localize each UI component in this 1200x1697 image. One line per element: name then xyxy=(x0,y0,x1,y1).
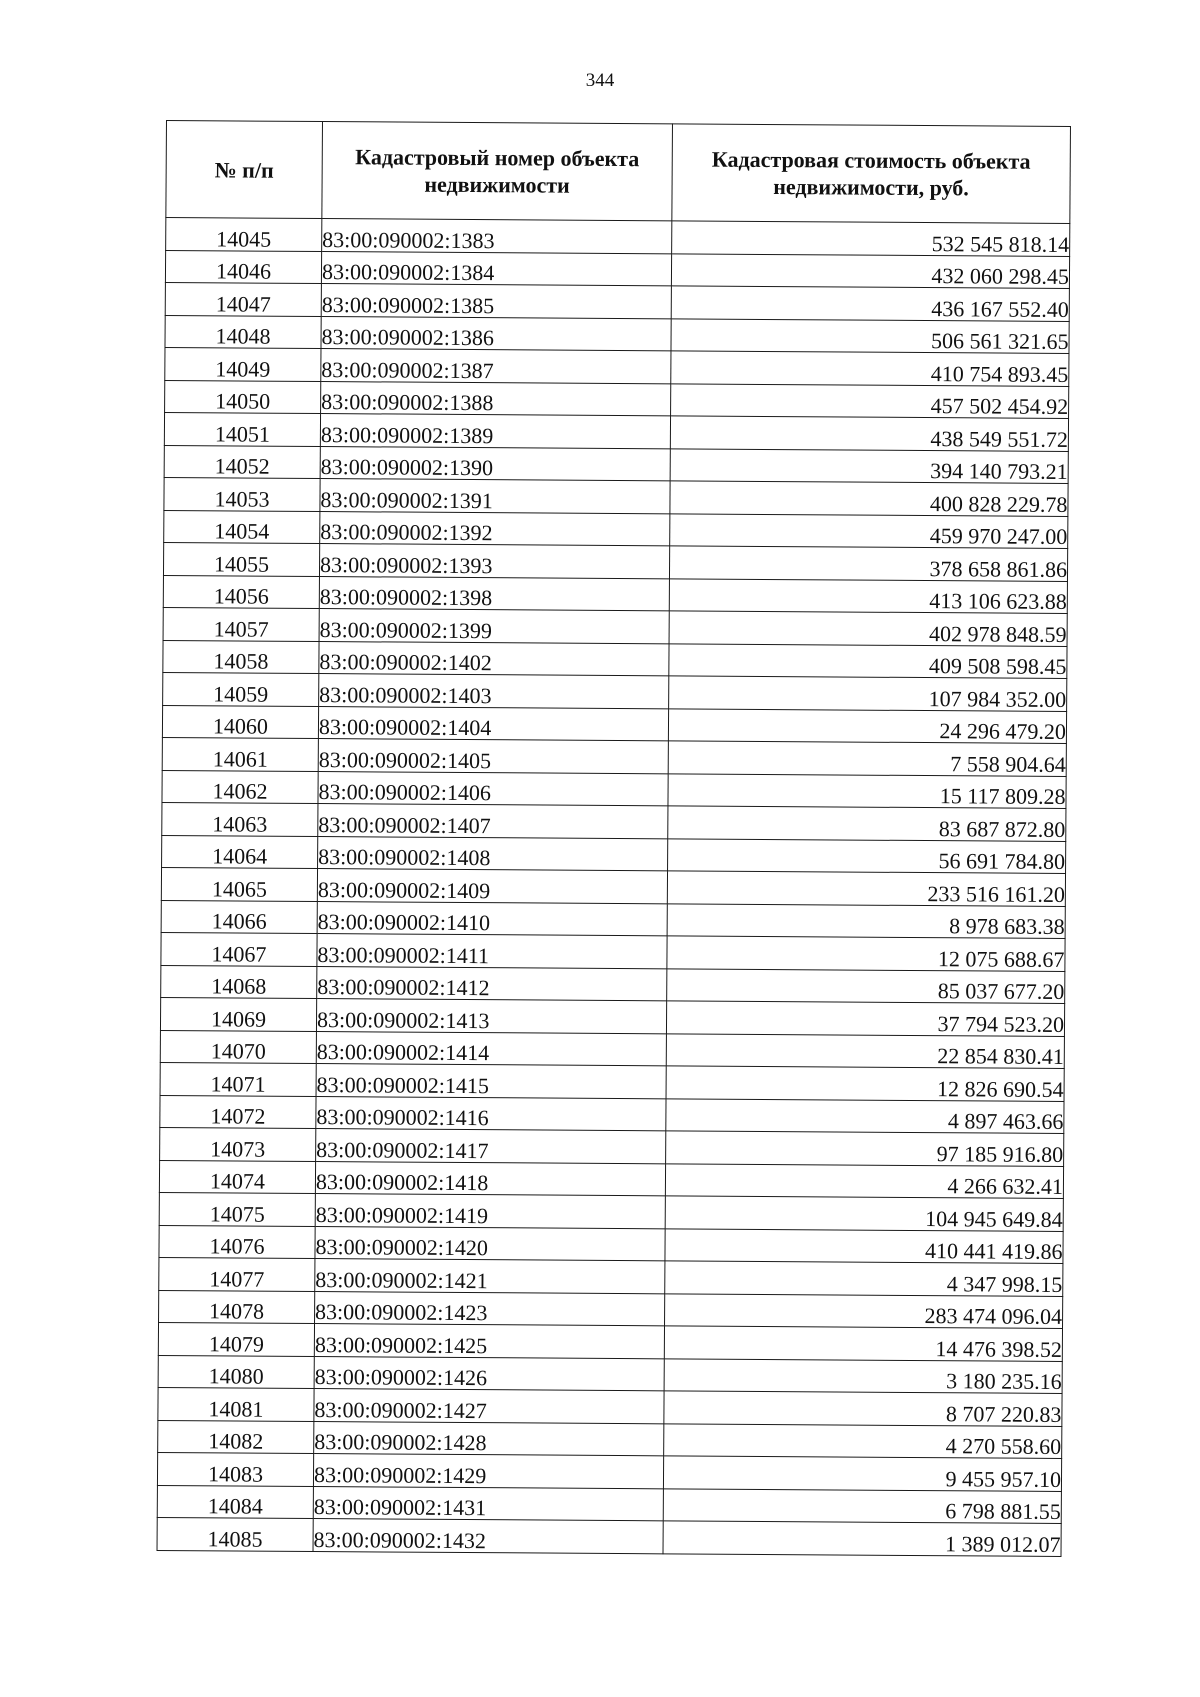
row-number-cell: 14082 xyxy=(158,1420,314,1454)
row-number-cell: 14075 xyxy=(159,1192,315,1226)
cadastral-number-cell: 83:00:090002:1403 xyxy=(319,674,669,709)
cadastral-number-cell: 83:00:090002:1426 xyxy=(314,1356,664,1391)
cadastral-number-cell: 83:00:090002:1385 xyxy=(321,284,671,319)
cadastral-value-cell: 394 140 793.21 xyxy=(670,448,1068,483)
cadastral-value-cell: 4 270 558.60 xyxy=(664,1423,1062,1458)
row-number-cell: 14052 xyxy=(164,445,320,479)
cadastral-number-cell: 83:00:090002:1407 xyxy=(318,804,668,839)
cadastral-value-cell: 83 687 872.80 xyxy=(668,806,1066,841)
header-row-number: № п/п xyxy=(166,121,323,219)
row-number-cell: 14051 xyxy=(164,412,320,446)
cadastral-number-cell: 83:00:090002:1390 xyxy=(320,446,670,481)
cadastral-number-cell: 83:00:090002:1389 xyxy=(320,414,670,449)
row-number-cell: 14053 xyxy=(164,477,320,511)
cadastral-number-cell: 83:00:090002:1387 xyxy=(321,349,671,384)
header-row xyxy=(166,121,1071,224)
cadastral-number-cell: 83:00:090002:1413 xyxy=(316,999,666,1034)
cadastral-value-cell: 400 828 229.78 xyxy=(670,481,1068,516)
cadastral-value-cell: 97 185 916.80 xyxy=(666,1131,1064,1166)
cadastral-value-cell: 85 037 677.20 xyxy=(667,968,1065,1003)
row-number-cell: 14084 xyxy=(157,1485,313,1519)
row-number-cell: 14055 xyxy=(163,542,319,576)
header-cadastral-number: Кадастровый номер объекта недвижимости xyxy=(322,122,673,221)
row-number-cell: 14059 xyxy=(163,672,319,706)
cadastral-value-cell: 8 978 683.38 xyxy=(667,903,1065,938)
cadastral-number-cell: 83:00:090002:1414 xyxy=(316,1031,666,1066)
row-number-cell: 14062 xyxy=(162,770,318,804)
cadastral-value-cell: 402 978 848.59 xyxy=(669,611,1067,646)
row-number-cell: 14057 xyxy=(163,607,319,641)
row-number-cell: 14045 xyxy=(166,218,322,252)
cadastral-value-cell: 410 754 893.45 xyxy=(671,351,1069,386)
cadastral-number-cell: 83:00:090002:1393 xyxy=(319,544,669,579)
row-number-cell: 14047 xyxy=(165,282,321,316)
cadastral-value-cell: 104 945 649.84 xyxy=(665,1196,1063,1231)
cadastral-number-cell: 83:00:090002:1428 xyxy=(314,1421,664,1456)
cadastral-number-cell: 83:00:090002:1383 xyxy=(322,219,672,254)
cadastral-value-cell: 409 508 598.45 xyxy=(669,643,1067,678)
cadastral-number-cell: 83:00:090002:1415 xyxy=(316,1064,666,1099)
cadastral-value-cell: 24 296 479.20 xyxy=(668,708,1066,743)
cadastral-number-cell: 83:00:090002:1431 xyxy=(313,1486,663,1521)
cadastral-value-cell: 12 826 690.54 xyxy=(666,1066,1064,1101)
table-body xyxy=(157,218,1070,1556)
cadastral-number-cell: 83:00:090002:1418 xyxy=(315,1161,665,1196)
cadastral-value-cell: 283 474 096.04 xyxy=(665,1293,1063,1328)
cadastral-number-cell: 83:00:090002:1420 xyxy=(315,1226,665,1261)
cadastral-value-cell: 9 455 957.10 xyxy=(663,1456,1061,1491)
cadastral-number-cell: 83:00:090002:1405 xyxy=(318,739,668,774)
row-number-cell: 14066 xyxy=(161,900,317,934)
row-number-cell: 14065 xyxy=(161,867,317,901)
cadastral-number-cell: 83:00:090002:1391 xyxy=(320,479,670,514)
cadastral-value-cell: 378 658 861.86 xyxy=(669,546,1067,581)
row-number-cell: 14080 xyxy=(158,1355,314,1389)
cadastral-value-cell: 12 075 688.67 xyxy=(667,936,1065,971)
row-number-cell: 14078 xyxy=(159,1290,315,1324)
row-number-cell: 14076 xyxy=(159,1225,315,1259)
row-number-cell: 14067 xyxy=(161,932,317,966)
cadastral-number-cell: 83:00:090002:1417 xyxy=(316,1129,666,1164)
row-number-cell: 14050 xyxy=(165,380,321,414)
row-number-cell: 14061 xyxy=(162,737,318,771)
row-number-cell: 14068 xyxy=(161,965,317,999)
cadastral-number-cell: 83:00:090002:1429 xyxy=(313,1454,663,1489)
cadastral-number-cell: 83:00:090002:1411 xyxy=(317,934,667,969)
row-number-cell: 14056 xyxy=(163,575,319,609)
cadastral-value-cell: 56 691 784.80 xyxy=(668,838,1066,873)
cadastral-value-cell: 4 266 632.41 xyxy=(665,1163,1063,1198)
cadastral-number-cell: 83:00:090002:1432 xyxy=(313,1519,663,1554)
cadastral-value-cell: 14 476 398.52 xyxy=(664,1326,1062,1361)
cadastral-value-table xyxy=(157,120,1071,1556)
cadastral-value-cell: 3 180 235.16 xyxy=(664,1358,1062,1393)
row-number-cell: 14079 xyxy=(158,1322,314,1356)
row-number-cell: 14070 xyxy=(160,1030,316,1064)
cadastral-value-cell: 532 545 818.14 xyxy=(672,221,1070,256)
cadastral-value-cell: 506 561 321.65 xyxy=(671,318,1069,353)
cadastral-number-cell: 83:00:090002:1412 xyxy=(317,966,667,1001)
row-number-cell: 14072 xyxy=(160,1095,316,1129)
header-cadastral-value: Кадастровая стоимость объекта недвижимости, руб. xyxy=(672,124,1071,224)
table-header xyxy=(166,121,1071,224)
cadastral-number-cell: 83:00:090002:1388 xyxy=(321,381,671,416)
cadastral-value-cell: 4 897 463.66 xyxy=(666,1098,1064,1133)
cadastral-value-cell: 410 441 419.86 xyxy=(665,1228,1063,1263)
cadastral-number-cell: 83:00:090002:1409 xyxy=(317,869,667,904)
cadastral-value-cell: 438 549 551.72 xyxy=(670,416,1068,451)
cadastral-value-cell: 436 167 552.40 xyxy=(671,286,1069,321)
row-number-cell: 14063 xyxy=(162,802,318,836)
cadastral-value-cell: 6 798 881.55 xyxy=(663,1488,1061,1523)
cadastral-number-cell: 83:00:090002:1425 xyxy=(314,1324,664,1359)
cadastral-value-cell: 107 984 352.00 xyxy=(669,676,1067,711)
cadastral-number-cell: 83:00:090002:1410 xyxy=(317,901,667,936)
cadastral-number-cell: 83:00:090002:1427 xyxy=(314,1389,664,1424)
row-number-cell: 14048 xyxy=(165,315,321,349)
cadastral-value-cell: 459 970 247.00 xyxy=(670,513,1068,548)
cadastral-number-cell: 83:00:090002:1392 xyxy=(320,511,670,546)
cadastral-value-cell: 15 117 809.28 xyxy=(668,773,1066,808)
cadastral-number-cell: 83:00:090002:1404 xyxy=(318,706,668,741)
row-number-cell: 14069 xyxy=(160,997,316,1031)
row-number-cell: 14083 xyxy=(157,1452,313,1486)
row-number-cell: 14046 xyxy=(165,250,321,284)
cadastral-number-cell: 83:00:090002:1406 xyxy=(318,771,668,806)
cadastral-number-cell: 83:00:090002:1384 xyxy=(321,251,671,286)
cadastral-number-cell: 83:00:090002:1421 xyxy=(315,1259,665,1294)
row-number-cell: 14054 xyxy=(164,510,320,544)
row-number-cell: 14058 xyxy=(163,640,319,674)
row-number-cell: 14064 xyxy=(162,835,318,869)
cadastral-value-cell: 432 060 298.45 xyxy=(671,253,1069,288)
cadastral-value-cell: 4 347 998.15 xyxy=(665,1261,1063,1296)
cadastral-value-cell: 7 558 904.64 xyxy=(668,741,1066,776)
cadastral-number-cell: 83:00:090002:1399 xyxy=(319,609,669,644)
row-number-cell: 14081 xyxy=(158,1387,314,1421)
row-number-cell: 14071 xyxy=(160,1062,316,1096)
row-number-cell: 14085 xyxy=(157,1517,313,1551)
cadastral-number-cell: 83:00:090002:1416 xyxy=(316,1096,666,1131)
cadastral-number-cell: 83:00:090002:1419 xyxy=(315,1194,665,1229)
page-number: 344 xyxy=(585,70,615,91)
row-number-cell: 14049 xyxy=(165,347,321,381)
cadastral-number-cell: 83:00:090002:1386 xyxy=(321,316,671,351)
row-number-cell: 14073 xyxy=(160,1127,316,1161)
cadastral-value-cell: 22 854 830.41 xyxy=(666,1033,1064,1068)
row-number-cell: 14060 xyxy=(162,705,318,739)
cadastral-value-cell: 413 106 623.88 xyxy=(669,578,1067,613)
cadastral-number-cell: 83:00:090002:1423 xyxy=(315,1291,665,1326)
cadastral-value-cell: 457 502 454.92 xyxy=(671,383,1069,418)
table-row xyxy=(157,1517,1061,1555)
cadastral-value-cell: 1 389 012.07 xyxy=(663,1521,1061,1556)
row-number-cell: 14077 xyxy=(159,1257,315,1291)
cadastral-value-cell: 37 794 523.20 xyxy=(666,1001,1064,1036)
cadastral-number-cell: 83:00:090002:1408 xyxy=(318,836,668,871)
cadastral-number-cell: 83:00:090002:1402 xyxy=(319,641,669,676)
cadastral-value-cell: 8 707 220.83 xyxy=(664,1391,1062,1426)
cadastral-number-cell: 83:00:090002:1398 xyxy=(319,576,669,611)
row-number-cell: 14074 xyxy=(159,1160,315,1194)
cadastral-value-cell: 233 516 161.20 xyxy=(667,871,1065,906)
